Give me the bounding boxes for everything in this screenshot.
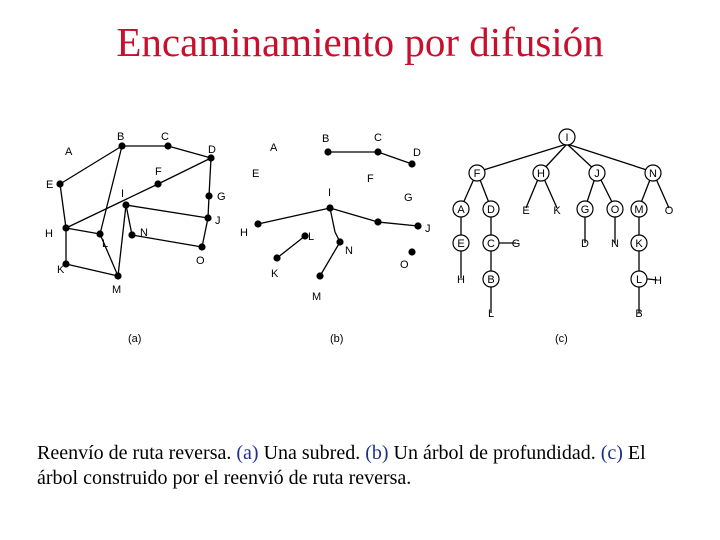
label-b-M: M	[312, 291, 322, 303]
caption-part3: Un árbol de profundidad.	[388, 442, 601, 464]
caption-c-tag: (c)	[600, 442, 623, 464]
tree-label-G: G	[580, 204, 590, 216]
label-a-G: G	[217, 191, 226, 203]
tree-label-J: J	[594, 168, 600, 180]
tree-label-F: F	[473, 168, 481, 180]
label-a-J: J	[215, 215, 221, 227]
label-a-O: O	[196, 255, 205, 267]
label-a-A: A	[65, 146, 73, 158]
tree-leaf-E: E	[522, 205, 530, 217]
tree-label-M: M	[634, 204, 644, 216]
label-a-D: D	[208, 144, 216, 156]
tree-label-C: C	[487, 238, 495, 250]
caption	[37, 441, 657, 491]
tree-leaf-L: L	[487, 308, 495, 320]
caption-b-tag: (b)	[365, 442, 389, 464]
label-a-B: B	[117, 131, 125, 143]
node-b-H	[254, 220, 261, 227]
label-b-N: N	[345, 245, 353, 257]
tree-label-A: A	[457, 204, 465, 216]
label-a-L: L	[102, 238, 109, 250]
tree-label-N: N	[649, 168, 657, 180]
node-b-B	[324, 148, 331, 155]
label-b-G: G	[404, 192, 413, 204]
tree-leaf-B: B	[635, 308, 643, 320]
label-b-B: B	[322, 133, 330, 145]
label-b-A: A	[270, 142, 278, 154]
tree-leaf-D: D	[581, 238, 589, 250]
label-b-J: J	[425, 223, 431, 235]
node-b-N	[336, 238, 343, 245]
tree-label-O: O	[610, 204, 620, 216]
caption-part2: Una subred.	[258, 442, 366, 464]
label-a-M: M	[112, 284, 122, 296]
node-a-I	[122, 201, 129, 208]
label-b-H: H	[240, 227, 248, 239]
tree-label-B: B	[487, 274, 495, 286]
slide-title: Encaminamiento por difusión	[116, 19, 604, 65]
panel-a-label: (a)	[128, 333, 142, 345]
tree-leaf-N: N	[611, 238, 619, 250]
panel-c-label: (c)	[555, 333, 568, 345]
subnet-edges	[60, 146, 211, 276]
node-a-F	[154, 180, 161, 187]
node-b-I	[326, 204, 333, 211]
label-b-F: F	[367, 173, 374, 185]
tree-label-D: D	[487, 204, 495, 216]
label-a-N: N	[140, 227, 148, 239]
node-b-K	[273, 254, 280, 261]
label-b-K: K	[271, 268, 279, 280]
tree-label-H: H	[537, 168, 545, 180]
node-b-G	[374, 218, 381, 225]
tree-leaf-H: H	[457, 274, 465, 286]
label-a-K: K	[57, 264, 65, 276]
label-a-C: C	[161, 131, 169, 143]
node-a-N	[128, 231, 135, 238]
tree-label-E: E	[457, 238, 465, 250]
reverse-tree-edges	[461, 144, 669, 313]
panel-b-label: (b)	[330, 333, 344, 345]
node-b-J	[414, 222, 421, 229]
tree-leaf-O: O	[664, 205, 674, 217]
label-b-E: E	[252, 168, 260, 180]
label-b-C: C	[374, 132, 382, 144]
label-b-O: O	[400, 259, 409, 271]
tree-label-K: K	[635, 238, 643, 250]
label-b-D: D	[413, 147, 421, 159]
label-b-L: L	[308, 231, 315, 243]
node-a-C	[164, 142, 171, 149]
node-b-D	[408, 160, 415, 167]
node-a-O	[198, 243, 205, 250]
label-a-E: E	[46, 179, 54, 191]
node-a-H	[62, 224, 69, 231]
tree-label-L: L	[635, 274, 643, 286]
tree-leaf-H2: H	[654, 275, 662, 287]
node-a-B	[118, 142, 125, 149]
label-a-H: H	[45, 228, 53, 240]
caption-part4: El árbol construido por el reenvió de ruta reversa.	[37, 442, 646, 489]
node-a-M	[114, 272, 121, 279]
label-a-F: F	[155, 166, 162, 178]
tree-leaf-K: K	[553, 205, 561, 217]
node-b-C	[374, 148, 381, 155]
node-a-A	[56, 180, 63, 187]
sink-tree-edges	[258, 152, 418, 276]
caption-a-tag: (a)	[236, 442, 259, 464]
tree-leaf-G: G	[511, 238, 521, 250]
tree-label-I: I	[565, 132, 569, 144]
node-a-J	[204, 214, 211, 221]
label-a-I: I	[121, 188, 125, 200]
node-a-L	[96, 230, 103, 237]
node-b-O	[408, 248, 415, 255]
label-b-I: I	[328, 187, 332, 199]
node-a-G	[205, 192, 212, 199]
caption-part1: Reenvío de ruta reversa.	[37, 442, 237, 464]
node-b-M	[316, 272, 323, 279]
